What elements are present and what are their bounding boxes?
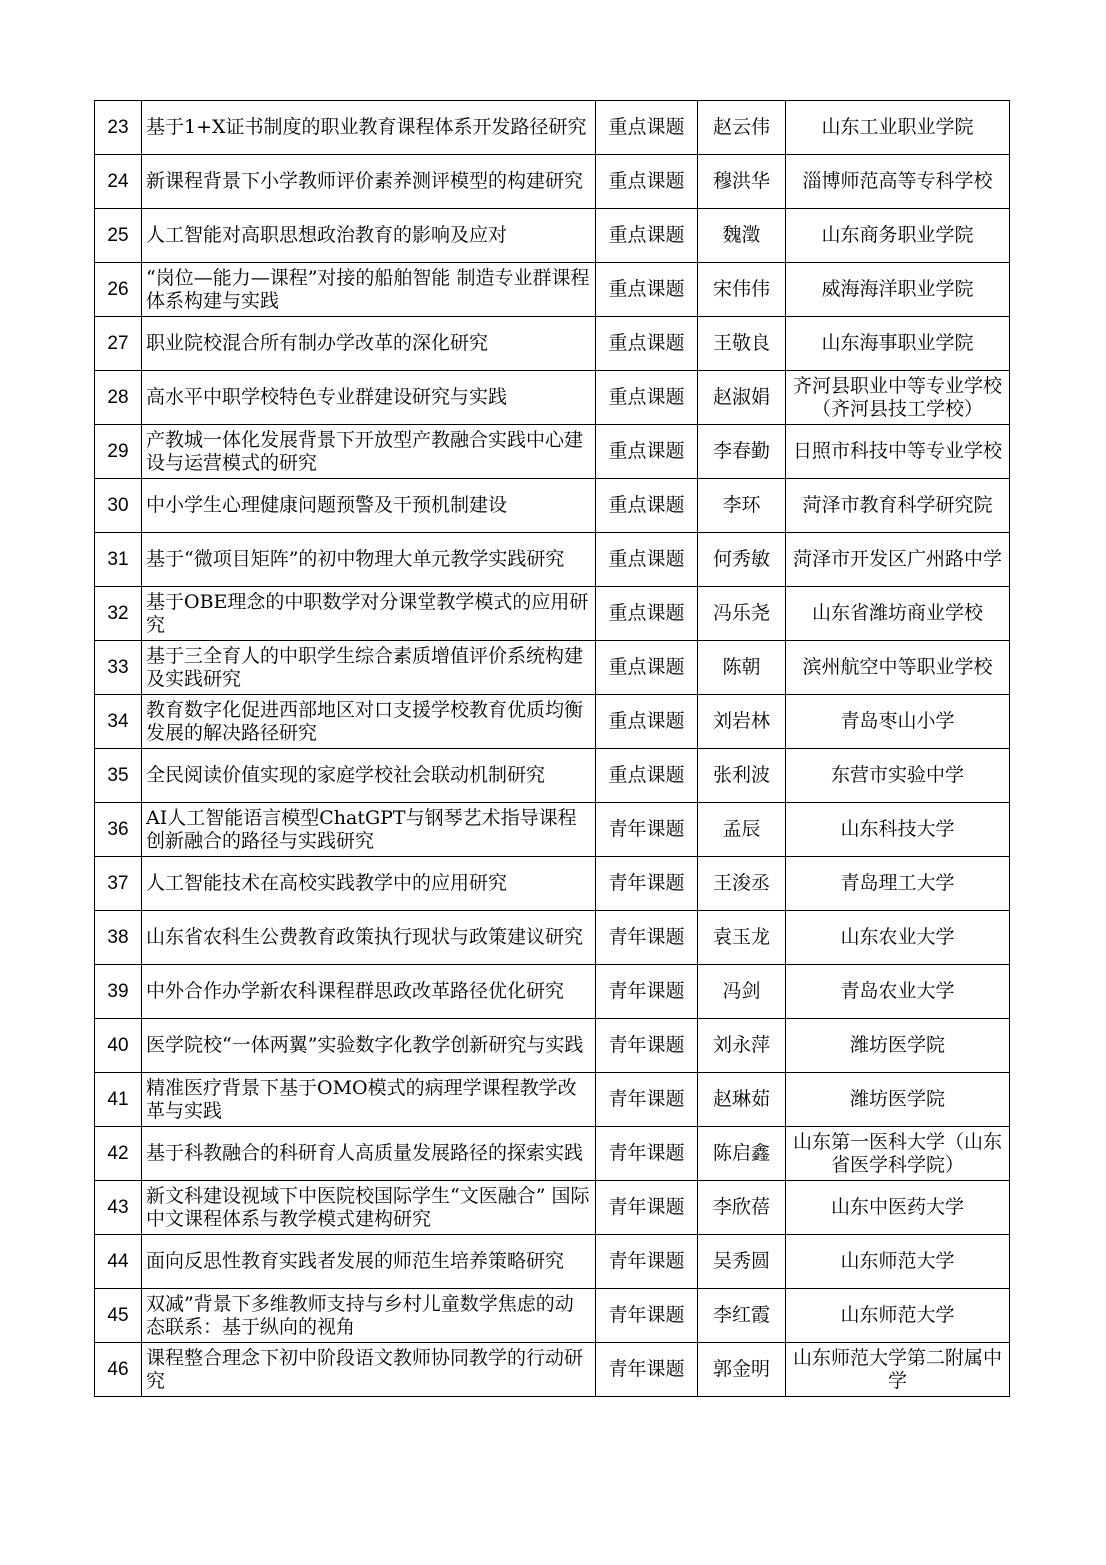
table-row bbox=[95, 479, 1010, 533]
row-number: 26 bbox=[95, 263, 142, 317]
row-number: 31 bbox=[95, 533, 142, 587]
table-row bbox=[95, 371, 1010, 425]
project-type: 青年课题 bbox=[596, 965, 698, 1019]
table-row bbox=[95, 1019, 1010, 1073]
project-leader: 何秀敏 bbox=[698, 533, 786, 587]
row-number: 35 bbox=[95, 749, 142, 803]
project-leader: 冯剑 bbox=[698, 965, 786, 1019]
project-organization: 青岛理工大学 bbox=[786, 857, 1010, 911]
project-type: 重点课题 bbox=[596, 317, 698, 371]
row-number: 44 bbox=[95, 1235, 142, 1289]
project-leader: 李春勤 bbox=[698, 425, 786, 479]
row-number: 32 bbox=[95, 587, 142, 641]
project-leader: 张利波 bbox=[698, 749, 786, 803]
project-title: 职业院校混合所有制办学改革的深化研究 bbox=[142, 317, 596, 371]
project-table bbox=[94, 100, 1010, 1397]
table-row bbox=[95, 1127, 1010, 1181]
project-leader: 李红霞 bbox=[698, 1289, 786, 1343]
row-number: 29 bbox=[95, 425, 142, 479]
project-leader: 陈朝 bbox=[698, 641, 786, 695]
table-row bbox=[95, 965, 1010, 1019]
project-type: 青年课题 bbox=[596, 1127, 698, 1181]
project-type: 重点课题 bbox=[596, 479, 698, 533]
project-leader: 宋伟伟 bbox=[698, 263, 786, 317]
project-title: 基于“微项目矩阵”的初中物理大单元教学实践研究 bbox=[142, 533, 596, 587]
table-row bbox=[95, 209, 1010, 263]
table-row bbox=[95, 695, 1010, 749]
project-type: 重点课题 bbox=[596, 533, 698, 587]
row-number: 45 bbox=[95, 1289, 142, 1343]
table-row bbox=[95, 263, 1010, 317]
row-number: 27 bbox=[95, 317, 142, 371]
project-title: 基于1+X证书制度的职业教育课程体系开发路径研究 bbox=[142, 101, 596, 155]
project-title: 双减”背景下多维教师支持与乡村儿童数学焦虑的动态联系：基于纵向的视角 bbox=[142, 1289, 596, 1343]
table-row bbox=[95, 425, 1010, 479]
project-organization: 潍坊医学院 bbox=[786, 1073, 1010, 1127]
project-title: 中外合作办学新农科课程群思政改革路径优化研究 bbox=[142, 965, 596, 1019]
row-number: 34 bbox=[95, 695, 142, 749]
project-leader: 刘永萍 bbox=[698, 1019, 786, 1073]
project-type: 重点课题 bbox=[596, 263, 698, 317]
project-leader: 魏澂 bbox=[698, 209, 786, 263]
project-organization: 山东第一医科大学（山东省医学科学院） bbox=[786, 1127, 1010, 1181]
row-number: 28 bbox=[95, 371, 142, 425]
project-title: 全民阅读价值实现的家庭学校社会联动机制研究 bbox=[142, 749, 596, 803]
project-title: 医学院校“一体两翼”实验数字化教学创新研究与实践 bbox=[142, 1019, 596, 1073]
project-organization: 潍坊医学院 bbox=[786, 1019, 1010, 1073]
project-title: 基于三全育人的中职学生综合素质增值评价系统构建及实践研究 bbox=[142, 641, 596, 695]
project-organization: 山东工业职业学院 bbox=[786, 101, 1010, 155]
project-organization: 淄博师范高等专科学校 bbox=[786, 155, 1010, 209]
project-leader: 赵琳茹 bbox=[698, 1073, 786, 1127]
project-leader: 郭金明 bbox=[698, 1343, 786, 1397]
project-title: 基于OBE理念的中职数学对分课堂教学模式的应用研究 bbox=[142, 587, 596, 641]
project-title: 面向反思性教育实践者发展的师范生培养策略研究 bbox=[142, 1235, 596, 1289]
project-leader: 李环 bbox=[698, 479, 786, 533]
project-type: 青年课题 bbox=[596, 1289, 698, 1343]
project-title: 新课程背景下小学教师评价素养测评模型的构建研究 bbox=[142, 155, 596, 209]
row-number: 25 bbox=[95, 209, 142, 263]
project-title: 基于科教融合的科研育人高质量发展路径的探索实践 bbox=[142, 1127, 596, 1181]
project-leader: 冯乐尧 bbox=[698, 587, 786, 641]
project-title: 高水平中职学校特色专业群建设研究与实践 bbox=[142, 371, 596, 425]
project-leader: 王敬良 bbox=[698, 317, 786, 371]
table-row bbox=[95, 1343, 1010, 1397]
project-leader: 李欣蓓 bbox=[698, 1181, 786, 1235]
row-number: 40 bbox=[95, 1019, 142, 1073]
project-type: 重点课题 bbox=[596, 425, 698, 479]
table-row bbox=[95, 587, 1010, 641]
project-title: AI人工智能语言模型ChatGPT与钢琴艺术指导课程创新融合的路径与实践研究 bbox=[142, 803, 596, 857]
project-title: 课程整合理念下初中阶段语文教师协同教学的行动研究 bbox=[142, 1343, 596, 1397]
project-organization: 青岛农业大学 bbox=[786, 965, 1010, 1019]
table-row bbox=[95, 533, 1010, 587]
project-organization: 青岛枣山小学 bbox=[786, 695, 1010, 749]
project-type: 重点课题 bbox=[596, 101, 698, 155]
row-number: 39 bbox=[95, 965, 142, 1019]
project-title: “岗位—能力—课程”对接的船舶智能 制造专业群课程体系构建与实践 bbox=[142, 263, 596, 317]
project-leader: 刘岩林 bbox=[698, 695, 786, 749]
project-organization: 齐河县职业中等专业学校（齐河县技工学校） bbox=[786, 371, 1010, 425]
project-type: 青年课题 bbox=[596, 803, 698, 857]
project-title: 人工智能对高职思想政治教育的影响及应对 bbox=[142, 209, 596, 263]
project-organization: 滨州航空中等职业学校 bbox=[786, 641, 1010, 695]
project-organization: 山东科技大学 bbox=[786, 803, 1010, 857]
table-row bbox=[95, 1289, 1010, 1343]
project-organization: 菏泽市教育科学研究院 bbox=[786, 479, 1010, 533]
project-leader: 赵淑娟 bbox=[698, 371, 786, 425]
project-type: 青年课题 bbox=[596, 857, 698, 911]
project-leader: 孟辰 bbox=[698, 803, 786, 857]
table-row bbox=[95, 1181, 1010, 1235]
project-leader: 赵云伟 bbox=[698, 101, 786, 155]
project-leader: 陈启鑫 bbox=[698, 1127, 786, 1181]
table-row bbox=[95, 803, 1010, 857]
project-leader: 穆洪华 bbox=[698, 155, 786, 209]
project-organization: 东营市实验中学 bbox=[786, 749, 1010, 803]
row-number: 36 bbox=[95, 803, 142, 857]
table-row bbox=[95, 1235, 1010, 1289]
project-type: 青年课题 bbox=[596, 1019, 698, 1073]
table-row bbox=[95, 641, 1010, 695]
project-type: 重点课题 bbox=[596, 749, 698, 803]
project-title: 精准医疗背景下基于OMO模式的病理学课程教学改革与实践 bbox=[142, 1073, 596, 1127]
table-row bbox=[95, 749, 1010, 803]
project-organization: 威海海洋职业学院 bbox=[786, 263, 1010, 317]
project-type: 重点课题 bbox=[596, 371, 698, 425]
row-number: 46 bbox=[95, 1343, 142, 1397]
project-title: 产教城一体化发展背景下开放型产教融合实践中心建设与运营模式的研究 bbox=[142, 425, 596, 479]
project-type: 重点课题 bbox=[596, 641, 698, 695]
row-number: 23 bbox=[95, 101, 142, 155]
project-type: 青年课题 bbox=[596, 1235, 698, 1289]
project-title: 教育数字化促进西部地区对口支援学校教育优质均衡发展的解决路径研究 bbox=[142, 695, 596, 749]
project-organization: 山东师范大学 bbox=[786, 1289, 1010, 1343]
table-row bbox=[95, 101, 1010, 155]
row-number: 37 bbox=[95, 857, 142, 911]
row-number: 24 bbox=[95, 155, 142, 209]
row-number: 41 bbox=[95, 1073, 142, 1127]
project-organization: 菏泽市开发区广州路中学 bbox=[786, 533, 1010, 587]
project-organization: 山东商务职业学院 bbox=[786, 209, 1010, 263]
project-organization: 山东省潍坊商业学校 bbox=[786, 587, 1010, 641]
project-organization: 山东海事职业学院 bbox=[786, 317, 1010, 371]
project-title: 山东省农科生公费教育政策执行现状与政策建议研究 bbox=[142, 911, 596, 965]
table-row bbox=[95, 857, 1010, 911]
project-organization: 日照市科技中等专业学校 bbox=[786, 425, 1010, 479]
row-number: 43 bbox=[95, 1181, 142, 1235]
row-number: 38 bbox=[95, 911, 142, 965]
project-table-body bbox=[95, 101, 1010, 1397]
table-row bbox=[95, 317, 1010, 371]
table-row bbox=[95, 911, 1010, 965]
row-number: 42 bbox=[95, 1127, 142, 1181]
project-leader: 王浚丞 bbox=[698, 857, 786, 911]
project-type: 青年课题 bbox=[596, 1181, 698, 1235]
project-organization: 山东师范大学 bbox=[786, 1235, 1010, 1289]
project-type: 青年课题 bbox=[596, 911, 698, 965]
row-number: 30 bbox=[95, 479, 142, 533]
project-leader: 吴秀圆 bbox=[698, 1235, 786, 1289]
project-type: 重点课题 bbox=[596, 695, 698, 749]
row-number: 33 bbox=[95, 641, 142, 695]
project-type: 青年课题 bbox=[596, 1073, 698, 1127]
project-organization: 山东农业大学 bbox=[786, 911, 1010, 965]
table-row bbox=[95, 1073, 1010, 1127]
project-leader: 袁玉龙 bbox=[698, 911, 786, 965]
project-title: 人工智能技术在高校实践教学中的应用研究 bbox=[142, 857, 596, 911]
project-title: 中小学生心理健康问题预警及干预机制建设 bbox=[142, 479, 596, 533]
table-row bbox=[95, 155, 1010, 209]
project-title: 新文科建设视域下中医院校国际学生“文医融合” 国际中文课程体系与教学模式建构研究 bbox=[142, 1181, 596, 1235]
project-type: 重点课题 bbox=[596, 587, 698, 641]
project-organization: 山东中医药大学 bbox=[786, 1181, 1010, 1235]
project-type: 重点课题 bbox=[596, 209, 698, 263]
project-organization: 山东师范大学第二附属中学 bbox=[786, 1343, 1010, 1397]
project-type: 重点课题 bbox=[596, 155, 698, 209]
project-type: 青年课题 bbox=[596, 1343, 698, 1397]
